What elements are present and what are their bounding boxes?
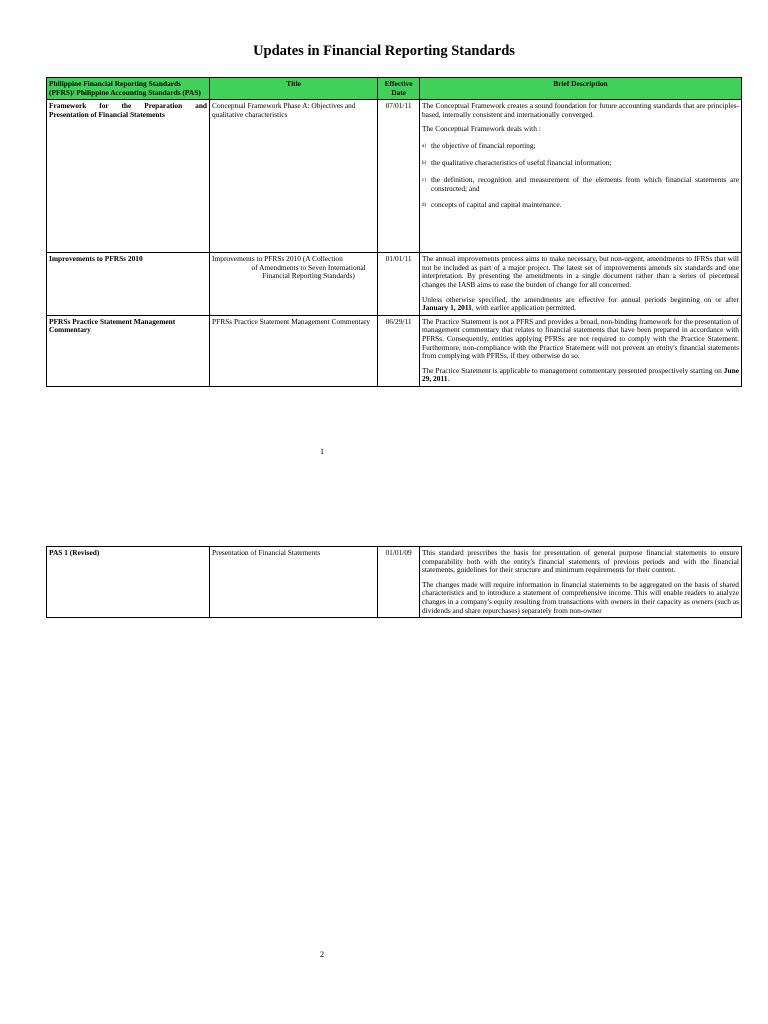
list-item [422,201,739,210]
description-cell [419,253,741,316]
table-row [47,100,742,253]
standard-name-line-1: Framework for the Preparation and [49,101,208,111]
page-number: 2 [320,950,324,959]
table-row [47,253,742,316]
description-paragraph: This standard prescribes the basis for presentation of general purpose financial statements to ensure comparability both with the entity's financial statements of previous periods and with the financial statements, guidelines for their structure and minimum requirements for their content. [421,548,739,575]
description-paragraph [422,296,739,313]
description-cell [419,547,741,618]
header-title: Title [210,78,378,100]
list-item [422,142,739,151]
description-cell [419,315,741,386]
effective-date-emphasis: January 1, 2011 [421,303,472,313]
list-item-text: the qualitative characteristics of useful financial information; [430,157,612,167]
list-item-text: the objective of financial reporting; [430,140,536,150]
description-text: Unless otherwise specified, the amendments are effective for annual periods beginning on or after [421,294,739,304]
description-paragraph: The Conceptual Framework deals with : [421,124,541,134]
list-item [422,176,739,193]
list-marker: c) [421,177,426,183]
list-marker: a) [421,143,426,149]
description-text-end: . [447,374,450,384]
description-cell [419,100,741,253]
list-marker: b) [421,160,427,166]
table-row [47,315,742,386]
header-brief-description: Brief Description [419,78,741,100]
effective-date-cell: 06/29/11 [378,315,420,386]
description-paragraph: The annual improvements process aims to make necessary, but non-urgent, amendments to IFRSs that will not be included as part of a major project. The latest set of improvements amends six standards and one interpretation. By presenting the amendments in a single document rather than a series of piecemeal changes the IASB aims to ease the burden of change for all concerned. [421,254,739,289]
description-paragraph [422,367,739,384]
list-item [422,159,739,168]
description-paragraph: The Conceptual Framework creates a sound foundation for future accounting standards that are principles-based, internally consistent and internationally converged. [421,101,739,119]
table-row [47,547,742,618]
title-cell: PFRSs Practice Statement Management Commentary [210,315,378,386]
header-standard: Philippine Financial Reporting Standards (PFRS)/ Philippine Accounting Standards (PAS) [47,78,210,100]
standard-cell: PAS 1 (Revised) [47,547,210,618]
standard-cell: PFRSs Practice Statement Management Commentary [47,315,210,386]
description-text: The Practice Statement is applicable to management commentary presented prospectively starting on [421,365,722,375]
standards-table [46,77,742,387]
page-title: Updates in Financial Reporting Standards [253,43,515,59]
title-cell: Conceptual Framework Phase A: Objectives and qualitative characteristics [210,100,378,253]
standards-table-continued [46,546,742,618]
title-cell [210,253,378,316]
standard-cell: Improvements to PFRSs 2010 [47,253,210,316]
standard-cell [47,100,210,253]
header-effective-date: Effective Date [378,78,420,100]
title-cell: Presentation of Financial Statements [210,547,378,618]
page-number: 1 [320,447,324,456]
list-marker: d) [421,203,427,209]
description-text-end: , with earlier application permitted. [471,303,577,313]
list-item-text: the definition, recognition and measurement of the elements from which financial statements are constructed; and [430,174,739,193]
title-line-2: of Amendments to Seven International Financial Reporting Standards) [251,262,366,281]
effective-date-cell: 01/01/11 [378,253,420,316]
list-item-text: concepts of capital and capital maintenance. [430,200,562,210]
standard-name-line-2: Presentation of Financial Statements [49,109,165,119]
effective-date-emphasis: June 29, 2011 [421,365,739,384]
description-paragraph: The changes made will require information in financial statements to be aggregated on the basis of shared characteristics and to introduce a statement of comprehensive income. This will enable readers to analyze changes in a company's equity resulting from transactions with owners in their capacity as owners (such as dividends and share repurchases) separately from non-owner [421,579,739,615]
description-paragraph: The Practice Statement is not a PFRS and provides a broad, non-binding framework for the presentation of management commentary that relates to financial statements that have been prepared in accordance with PFRSs. Consequently, entities applying PFRSs are not required to comply with the Practice Statement. Furthermore, non-compliance with the Practice Statement will not prevent an entity's financial statements from complying with PFRSs, if they otherwise do so. [421,316,739,361]
table-header-row [47,78,742,100]
effective-date-cell: 01/01/09 [378,547,420,618]
effective-date-cell: 07/01/11 [378,100,420,253]
title-line-1: Improvements to PFRSs 2010 (A Collection [212,254,343,264]
